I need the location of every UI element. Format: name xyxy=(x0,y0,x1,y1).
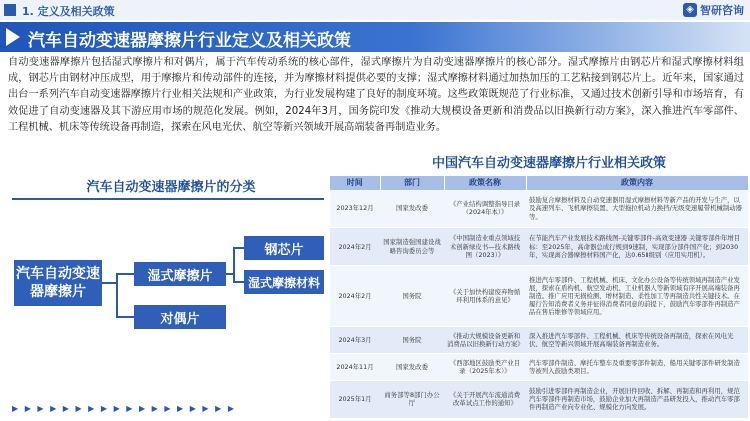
cell-name: 《西部地区鼓励类产业目录（2025年本）》 xyxy=(444,353,526,380)
connector xyxy=(233,281,244,283)
table-row xyxy=(330,190,748,227)
connector xyxy=(233,247,244,249)
policy-table-title: 中国汽车自动变速器摩擦片行业相关政策 xyxy=(431,156,666,171)
cell-time: 2025年1月 xyxy=(330,380,380,418)
cell-content: 汽车零部件制造、摩托车整车及重要零部件制造、船用关键零部件研发制造等被列入鼓励类项目。 xyxy=(526,353,748,380)
table-row xyxy=(330,327,748,354)
column-header: 政策内容 xyxy=(526,176,748,190)
classification-wet-plate-box: 湿式摩擦片 xyxy=(134,262,226,286)
classification-divider xyxy=(12,198,324,200)
classification-root-box: 汽车自动变速器摩擦片 xyxy=(14,260,102,306)
cell-name: 《关于加快构建废弃物循环利用体系的意见》 xyxy=(444,266,526,327)
logo-icon: ◈ xyxy=(683,3,697,17)
table-row xyxy=(330,380,748,418)
table-row xyxy=(330,227,748,265)
cell-name: 《推动大规模设备更新和消费品以旧换新行动方案》 xyxy=(444,327,526,354)
classification-title: 汽车自动变速器摩擦片的分类 xyxy=(86,180,256,195)
cell-name: 《产业结构调整指导目录（2024年本）》 xyxy=(444,190,526,227)
intro-paragraph: 自动变速器摩擦片包括湿式摩擦片和对偶片，属于汽车传动系统的核心部件，湿式摩擦片为自动变速器摩擦片的核心部分。湿式摩擦片由钢芯片和湿式摩擦材料组成，钢芯片由钢材冲压成型，用于摩擦片和传动部件的连接，并为摩擦材料提供必要的支撑；湿式摩擦材料通过加热加压的工艺粘接到钢芯片上。近年来，国家通过出台一系列汽车自动变速器摩擦片行业相关法规和产业政策，为行业发展构建了良好的制度环境。这些政策既规范了行业标准，又通过技术创新引导和市场培育，有效促进了自动变速器及其下游应用市场的规范化发展。例如，2024年3月，国务院印发《推动大规模设备更新和消费品以旧换新行动方案》，深入推进汽车零部件、工程机械、机床等传统设备再制造，探索在风电光伏、航空等新兴领域开展高端装备再制造业务。 xyxy=(8,57,744,133)
title-arrow-icon xyxy=(6,28,20,46)
table-row xyxy=(330,353,748,380)
connector xyxy=(102,282,116,284)
connector xyxy=(116,273,118,318)
cell-dept: 国务院 xyxy=(380,266,444,327)
cell-time: 2024年3月 xyxy=(330,327,380,354)
policy-table xyxy=(330,176,749,419)
logo-text: 智研咨询 xyxy=(700,4,744,17)
page-title: 汽车自动变速器摩擦片行业定义及相关政策 xyxy=(28,31,351,51)
cell-time: 2024年2月 xyxy=(330,227,380,265)
cell-dept: 国家发改委 xyxy=(380,190,444,227)
cell-content: 深入推进汽车零部件、工程机械、机床等传统设备再制造，探索在风电光伏、航空等新兴领域开展高端装备再制造业务。 xyxy=(526,327,748,354)
cell-time: 2024年2月 xyxy=(330,266,380,327)
column-header: 政策名称 xyxy=(444,176,526,190)
title-band xyxy=(0,22,750,52)
classification-wet-material-box: 湿式摩擦材料 xyxy=(244,270,324,294)
cell-dept: 国家制造强国建设战略咨询委员会等 xyxy=(380,227,444,265)
cell-name: 《中国制造业重点领域技术创新绿皮书—技术路线图（2023）》 xyxy=(444,227,526,265)
cell-name: 《关于开展汽车流通消费改革试点工作的通知》 xyxy=(444,380,526,418)
cell-dept: 国务院 xyxy=(380,327,444,354)
classification-steel-core-box: 钢芯片 xyxy=(244,236,324,260)
decorative-dots: ▶ ▶ ▶ ▶ ▶ ▶ ▶ ▶ ▶ ▶ ▶ ▶ ▶ ▶ ▶ ▶ ▶ ▶ xyxy=(12,404,236,413)
table-row xyxy=(330,266,748,327)
table-header-row xyxy=(330,176,748,190)
section-label: 1. 定义及相关政策 xyxy=(22,5,115,18)
cell-content: 鼓励引进零部件再制造企业，开展旧件回收、拆解、再制造和再利用，规范汽车零部件再制造市场，鼓励企业加大再制造产品研发投入，推动汽车零部件再制造产业向专业化、规模化方向发展。 xyxy=(526,380,748,418)
column-header: 时间 xyxy=(330,176,380,190)
section-marker-icon xyxy=(4,4,16,16)
cell-time: 2024年11月 xyxy=(330,353,380,380)
connector xyxy=(116,273,134,275)
connector xyxy=(233,247,235,283)
connector xyxy=(116,316,134,318)
cell-dept: 国家发改委 xyxy=(380,353,444,380)
cell-content: 推进汽车零部件、工程机械、机床、文化办公设备等传统领域再制造产业发展，探索在盾构机、航空发动机、工业机器人等新领域有序开展高端装备再制造。推广应用无损检测、增材制造、柔性加工等再制造共性关键技术。在履行告知消费者义务并征得消费者同意的前提下，鼓励汽车零部件再制造产品在售后维修等领域应用。 xyxy=(526,266,748,327)
cell-content: 在节能汽车产业发展技术路线图-关键零部件-高效变速器 关键零部件年增目标：至2025年，高命器总成行规到9速制，实现部分部件国产化；到2030年，实现离合器摩擦材料国产化，达0.65Ⅱ级别（应用实用机）。 xyxy=(526,227,748,265)
column-header: 部门 xyxy=(380,176,444,190)
classification-mating-plate-box: 对偶片 xyxy=(134,305,226,329)
cell-time: 2023年12月 xyxy=(330,190,380,227)
cell-content: 鼓励复合摩擦材料及自动变速器用湿式摩擦材料等新产品的开发与生产，以及高速列车、飞机摩擦装置、大型拖拉机动力换挡/无级变速履带机械制动器等。 xyxy=(526,190,748,227)
brand-logo xyxy=(683,2,744,18)
top-bar xyxy=(0,0,750,20)
cell-dept: 商务部等8部门办公厅 xyxy=(380,380,444,418)
